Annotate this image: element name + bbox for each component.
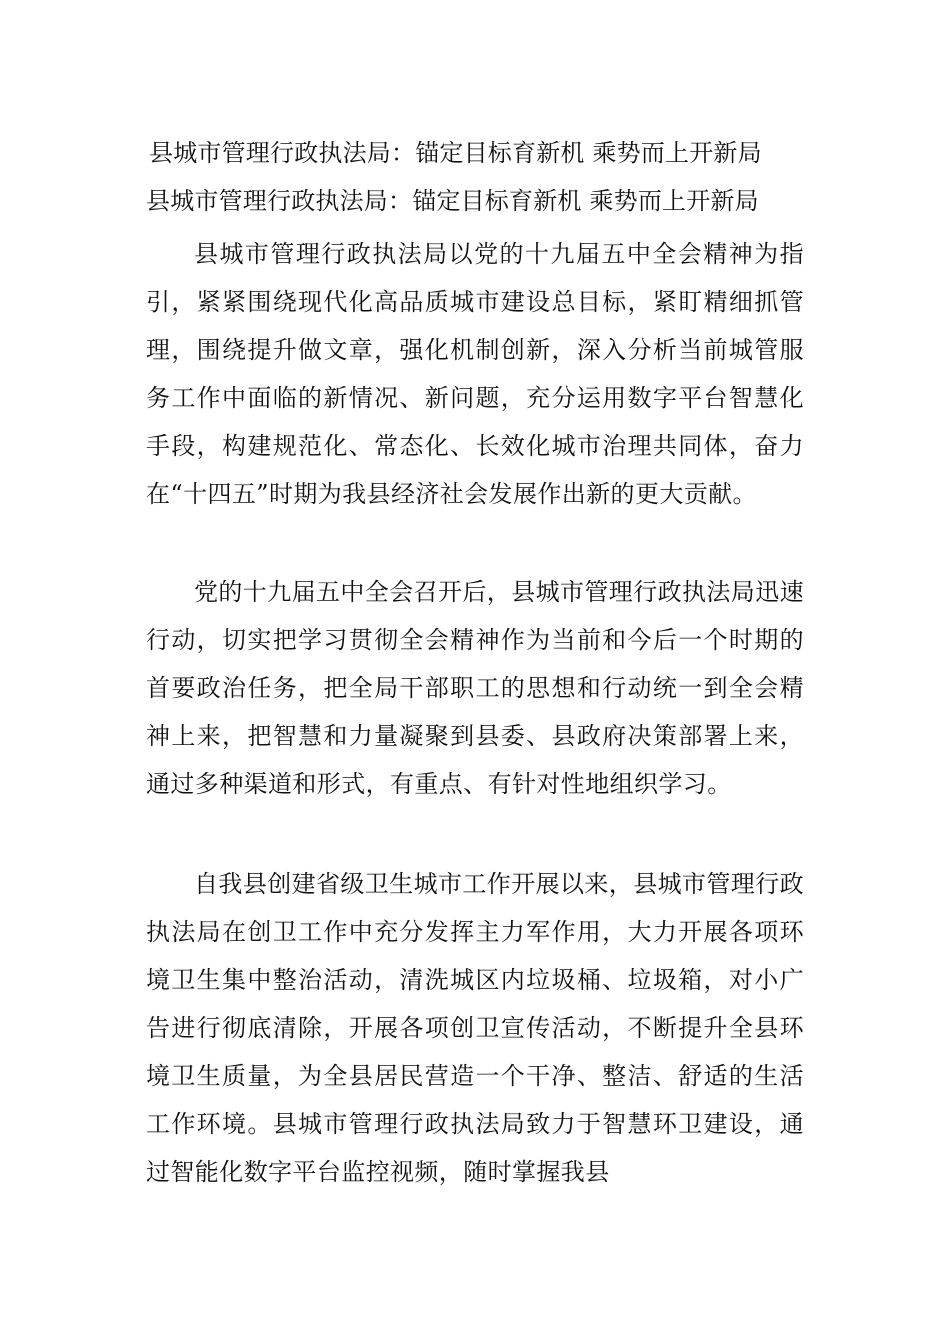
paragraph-1: 县城市管理行政执法局以党的十九届五中全会精神为指引，紧紧围绕现代化高品质城市建设总目标，紧盯精细抓管理，围绕提升做文章，强化机制创新，深入分析当前城管服务工作中面临的新情况、新问题，充分运用数字平台智慧化手段，构建规范化、常态化、长效化城市治理共同体，奋力在“十四五”时期为我县经济社会发展作出新的更大贡献。 (146, 240, 804, 508)
paragraph-3: 自我县创建省级卫生城市工作开展以来，县城市管理行政执法局在创卫工作中充分发挥主力军作用，大力开展各项环境卫生集中整治活动，清洗城区内垃圾桶、垃圾箱，对小广告进行彻底清除，开展各项创卫宣传活动，不断提升全县环境卫生质量，为全县居民营造一个干净、整洁、舒适的生活工作环境。县城市管理行政执法局致力于智慧环卫建设，通过智能化数字平台监控视频，随时掌握我县 (146, 870, 804, 1186)
document-title: 县城市管理行政执法局：锚定目标育新机 乘势而上开新局 (149, 139, 762, 167)
paragraph-2: 党的十九届五中全会召开后，县城市管理行政执法局迅速行动，切实把学习贯彻全会精神作为当前和今后一个时期的首要政治任务，把全局干部职工的思想和行动统一到全会精神上来，把智慧和力量凝聚到县委、县政府决策部署上来，通过多种渠道和形式，有重点、有针对性地组织学习。 (146, 578, 804, 798)
document-title-repeat: 县城市管理行政执法局：锚定目标育新机 乘势而上开新局 (146, 187, 759, 215)
